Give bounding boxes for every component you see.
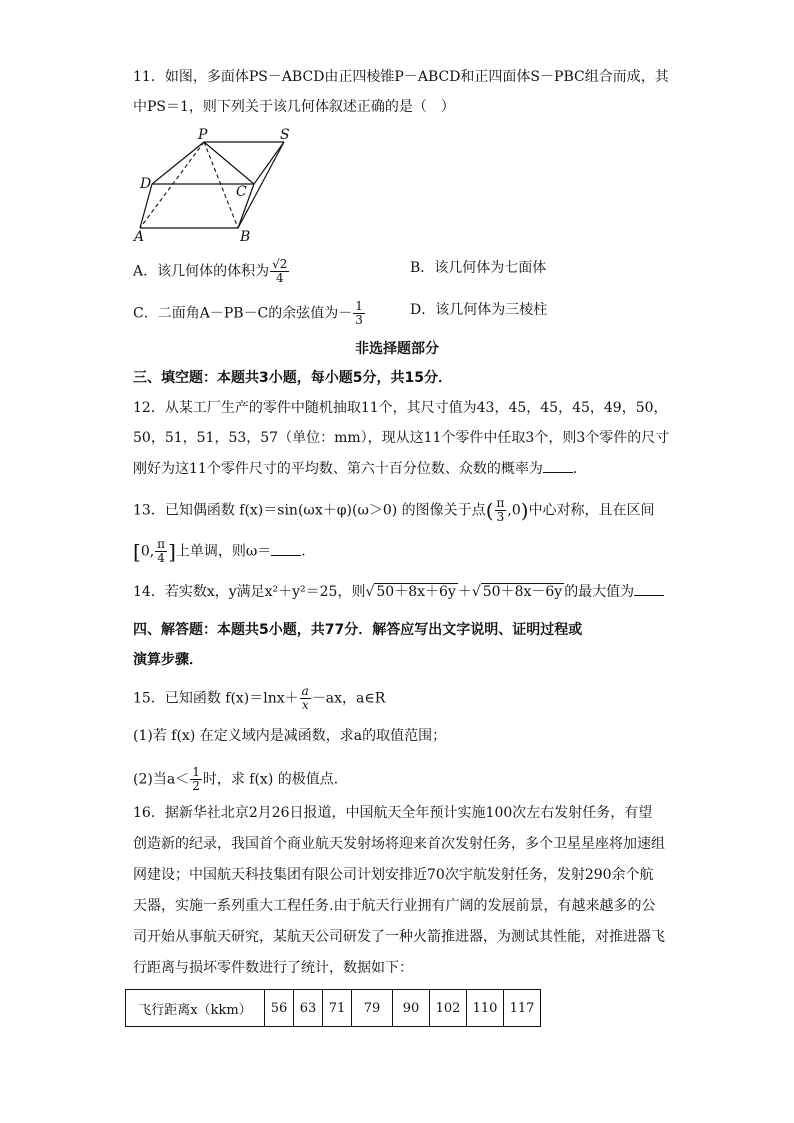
q15-stem: 15．已知函数 f(x)＝lnx＋ $\frac{a}{x}$ －ax，a∈R — [133, 684, 386, 712]
q16-data-table — [125, 989, 541, 1027]
q12-answer-blank[interactable] — [543, 460, 573, 473]
table-cell: 63 — [294, 990, 323, 1027]
q13-interval-fraction: $\frac{\pi}{4}$ — [157, 537, 166, 565]
q16-line2: 创造新的纪录，我国首个商业航天发射场将迎来首次发射任务，多个卫星星座将加速组 — [133, 836, 665, 852]
q13-line2: [0, $\frac{\pi}{4}$ ]上单调，则ω＝ ． — [133, 537, 316, 565]
q16-line3: 网建设；中国航天科技集团有限公司计划安排近70次宇航发射任务，发射290余个航 — [133, 867, 654, 883]
q16-line5: 司开始从事航天研究，某航天公司研发了一种火箭推进器，为测试其性能，对推进器飞 — [133, 929, 665, 945]
section4-title-line1: 四、解答题：本题共5小题，共77分．解答应写出文字说明、证明过程或 — [133, 622, 583, 638]
q14-answer-blank[interactable] — [634, 583, 664, 596]
table-cell: 110 — [467, 990, 504, 1027]
q15-sub2: (2)当a＜ $\frac{1}{2}$ 时，求 f(x) 的极值点． — [133, 765, 348, 793]
label-B: B — [240, 229, 251, 244]
label-S: S — [280, 127, 290, 143]
q14-line: 14．若实数x，y满足x²＋y²＝25，则√ 50＋8x＋6y ＋√ 50＋8x－6y 的最大值为 — [133, 582, 664, 602]
table-cell: 102 — [430, 990, 467, 1027]
q15-sub1: (1)若 f(x) 在定义域内是减函数，求a的取值范围； — [133, 728, 447, 744]
q11-option-c-text: C．二面角A－PB－C的余弦值为－ — [133, 305, 353, 322]
label-D: D — [140, 176, 152, 192]
q11-option-c — [133, 300, 366, 327]
section-nonchoice-title: 非选择题部分 — [355, 341, 439, 357]
table-cell: 90 — [393, 990, 430, 1027]
q13-point-fraction: $\frac{\pi}{3}$ — [496, 496, 505, 524]
q11-option-c-fraction: $\frac{1}{3}$ — [355, 299, 363, 327]
q11-stem-line2: 中PS＝1，则下列关于该几何体叙述正确的是（ ） — [133, 99, 455, 115]
table-header-cell: 飞行距离x（kkm） — [126, 990, 265, 1027]
q15-sub2-fraction: $\frac{1}{2}$ — [192, 765, 200, 793]
label-C: C — [236, 184, 247, 200]
q11-option-a-text: A．该几何体的体积为 — [133, 263, 270, 280]
section3-title: 三、填空题：本题共3小题，每小题5分，共15分． — [133, 370, 452, 386]
q16-line6: 行距离与损坏零件数进行了统计，数据如下： — [133, 960, 413, 976]
q11-option-a-fraction: $\frac{√2}{4}$ — [272, 257, 288, 285]
q11-option-b: B．该几何体为七面体 — [410, 260, 547, 276]
table-cell: 117 — [504, 990, 541, 1027]
q16-line4: 天器，实施一系列重大工程任务.由于航天行业拥有广阔的发展前景，有越来越多的公 — [133, 898, 656, 914]
q16-line1: 16．据新华社北京2月26日报道，中国航天全年预计实施100次左右发射任务，有望 — [133, 805, 653, 821]
label-A: A — [134, 229, 145, 244]
q12-line1: 12．从某工厂生产的零件中随机抽取11个，其尺寸值为43，45，45，45，49，50， — [133, 400, 668, 416]
q11-option-a — [133, 258, 290, 285]
q11-stem-line1: 11．如图，多面体PS－ABCD由正四棱锥P－ABCD和正四面体S－PBC组合而成，其 — [133, 69, 669, 85]
table-cell: 79 — [352, 990, 393, 1027]
table-cell: 56 — [265, 990, 294, 1027]
q15-fraction: $\frac{a}{x}$ — [301, 684, 309, 712]
section4-title-line2: 演算步骤． — [133, 652, 203, 668]
q12-line2: 50，51，51，53，57（单位：mm），现从这11个零件中任取3个，则3个零件的尺寸 — [133, 430, 670, 446]
table-row — [126, 990, 541, 1027]
q13-answer-blank[interactable] — [271, 543, 301, 556]
q13-line1: 13．已知偶函数 f(x)＝sin(ωx＋φ)(ω＞0) 的图像关于点( $\frac{\pi}{3}$ ,0)中心对称，且在区间 — [133, 496, 655, 524]
table-cell: 71 — [323, 990, 352, 1027]
label-P: P — [198, 127, 208, 143]
q11-option-d: D．该几何体为三棱柱 — [410, 302, 548, 318]
q12-line3: 刚好为这11个零件尺寸的平均数、第六十百分位数、众数的概率为 ． — [133, 461, 587, 477]
q11-figure — [130, 126, 300, 244]
